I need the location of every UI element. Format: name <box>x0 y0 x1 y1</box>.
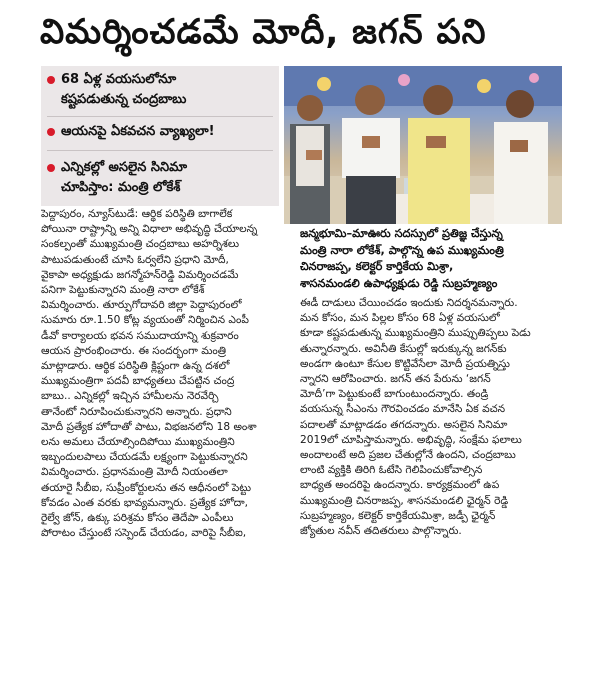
article-line: అందాలంటే అది ప్రజల చేతుల్లోనే ఉందని, చంద్రబాబు <box>300 449 516 462</box>
article-line: పెద్దాపురం, న్యూస్‌టుడే: ఆర్థిక పరిస్థితి బాగాలేక <box>41 208 233 220</box>
article-line: ముఖ్యమంత్రి చినరాజప్ప, శాసనమండలి ఛైర్మన్‌ రెడ్డి <box>300 494 509 507</box>
bullet-dot-icon <box>47 76 55 84</box>
highlights-box <box>41 66 279 206</box>
news-photo <box>284 66 562 224</box>
article-line: మోదీ’గా పెట్టుకుంటే బాగుంటుందన్నారు. తండ్రి <box>300 388 489 401</box>
article-line: బాధ్యత అందరిపై ఉందన్నారు. కార్యక్రమంలో ఉప <box>300 479 500 492</box>
article-line: డీవో కార్యాలయ భవన సముదాయాన్ని శుక్రవారం <box>41 329 239 342</box>
bullet-dot-icon <box>47 164 55 172</box>
highlight-line: ఆయనపై ఏకవచన వ్యాఖ్యలా! <box>61 124 215 139</box>
article-line: సుమారు రూ.1.50 కోట్ల వ్యయంతో నిర్మించిన ఎంపీ <box>41 314 249 327</box>
caption-line: మంత్రి నారా లోకేశ్‌, పాల్గొన్న ఉప ముఖ్యమంత్రి <box>300 243 504 257</box>
highlight-line: 68 ఏళ్ల వయసులోనూ <box>61 72 177 87</box>
article-line: ఆయన ప్రారంభించారు. ఈ సందర్భంగా మంత్రి <box>41 344 227 357</box>
article-line: ముఖ్యమంత్రిగా పదవీ బాధ్యతలు చేపట్టిన చంద్ర <box>41 375 235 388</box>
article-line: పాటుపడుతుంటే చూసి ఓర్వలేని ప్రధాని మోదీ, <box>41 253 229 266</box>
divider <box>47 150 273 151</box>
article-line: సంకల్పంతో ముఖ్యమంత్రి చంద్రబాబు అహర్నిశలు <box>41 238 239 251</box>
article-line: జ్యోతుల నవీన్‌ తదితరులు పాల్గొన్నారు. <box>300 525 462 538</box>
photo-caption <box>300 226 562 292</box>
article-line: విమర్శించారు. ప్రధానమంత్రి మోదీ నియంతలా <box>41 466 228 479</box>
article-line: లాంటి వ్యక్తికి తిరిగి ఓటేసి గెలిపించుకోవాల్సిన <box>300 464 483 477</box>
highlight-item <box>41 158 279 198</box>
caption-line: జన్మభూమి–మాఊరు సదస్సులో ప్రతిజ్ఞ చేస్తున్న <box>300 227 503 240</box>
article-line: లను అమలు చేయాల్సిందిపోయి ముఖ్యమంత్రిని <box>41 436 235 449</box>
article-line: 2019లో చూపిస్తామన్నారు. అభివృద్ధి, సంక్షేమ ఫలాలు <box>300 433 522 446</box>
highlight-item <box>41 122 279 142</box>
article-line: ఈడీ దాడులు చేయించడం ఇందుకు నిదర్శనమన్నారు. <box>300 297 518 309</box>
article-left-column <box>41 207 281 541</box>
article-line: పనిగా పెట్టుకున్నారని మంత్రి నారా లోకేశ్‌ <box>41 284 205 297</box>
article-right-column <box>300 296 562 539</box>
article-line: పోయినా రాష్ట్రాన్ని అన్ని విధాలా అభివృద్ధి చేయాలన్న <box>41 223 258 236</box>
article-line: కూడా కష్టపడుతున్న ముఖ్యమంత్రిని ముప్పుతిప్పలు పెడు <box>300 327 531 340</box>
article-line: రైల్వే జోన్‌, ఉక్కు పరిశ్రమ కోసం తెదేపా ఎంపీలు <box>41 512 234 525</box>
article-line: తయారై సీబీఐ, సుప్రీంకోర్టులను తన ఆధీనంలో పెట్టు <box>41 481 252 494</box>
headline: విమర్శించడమే మోదీ, జగన్‌ పని <box>40 12 487 52</box>
article-line: వయసున్న సీఎంను గౌరవించడం మానేసి ఏక వచన <box>300 403 506 416</box>
article-line: న్నారని ఆరోపించారు. జగన్‌ తన పేరును ‘జగన్‌ <box>300 373 491 386</box>
article-line: అండగా ఉంటూ కేసుల కొట్టివేసేలా మోదీ ప్రయత్నిస్తు <box>300 357 510 370</box>
article-line: వైకాపా అధ్యక్షుడు జగన్మోహన్‌రెడ్డి విమర్శించడమే <box>41 268 239 281</box>
highlight-line: కష్టపడుతున్న చంద్రబాబు <box>61 92 187 107</box>
article-line: తున్నారన్నారు. అవినీతి కేసుల్లో ఇరుక్కున్న జగన్‌కు <box>300 342 507 355</box>
article-line: బాబు.. ఎన్నికల్లో ఇచ్చిన హామీలను నెరవేర్చి <box>41 390 219 403</box>
divider <box>47 116 273 117</box>
article-line: పోరాటం చేస్తుంటే సస్పెండ్‌ చేయడం, వారిపై సీబీఐ, <box>41 527 247 540</box>
article-line: పదాలతో మాట్లాడడం తగదన్నారు. అసలైన సినిమా <box>300 418 508 431</box>
article-line: మన కోసం, మన పిల్లల కోసం 68 ఏళ్ల వయసులో <box>300 312 500 325</box>
photo-illustration <box>284 66 562 224</box>
article-line: విమర్శించారు. తూర్పుగోదావరి జిల్లా పెద్దాపురంలో <box>41 299 242 312</box>
article-line: మాట్లాడారు. ఆర్థిక పరిస్థితి క్లిష్టంగా ఉన్న దశలో <box>41 360 230 373</box>
highlight-item <box>41 70 279 110</box>
bullet-dot-icon <box>47 128 55 136</box>
highlight-line: ఎన్నికల్లో అసలైన సినిమా <box>61 160 188 175</box>
article-line: సుబ్రహ్మణ్యం, కలెక్టర్‌ కార్తికేయమిశ్రా, జడ్పీ ఛైర్మన్‌ <box>300 509 496 522</box>
article-line: మోదీ ప్రత్యేక హోదాతో పాటు, విభజనలోని 18 అంశా <box>41 420 257 433</box>
caption-line: శాసనమండలి ఉపాధ్యక్షుడు రెడ్డి సుబ్రహ్మణ్యం <box>300 276 498 290</box>
article-line: కోవడం ఎంత వరకు భావ్యమన్నారు. ప్రత్యేక హోదా, <box>41 496 249 509</box>
article-line: ఇబ్బందులపాలు చేయడమే లక్ష్యంగా పెట్టుకున్నారని <box>41 451 248 464</box>
highlight-line: చూపిస్తాం: మంత్రి లోకేశ్‌ <box>61 180 181 195</box>
article-line: తానేంటో నిరూపించుకున్నారని అన్నారు. ప్రధాని <box>41 405 232 418</box>
caption-line: చినరాజప్ప, కలెక్టర్‌ కార్తికేయ మిశ్రా, <box>300 260 454 273</box>
